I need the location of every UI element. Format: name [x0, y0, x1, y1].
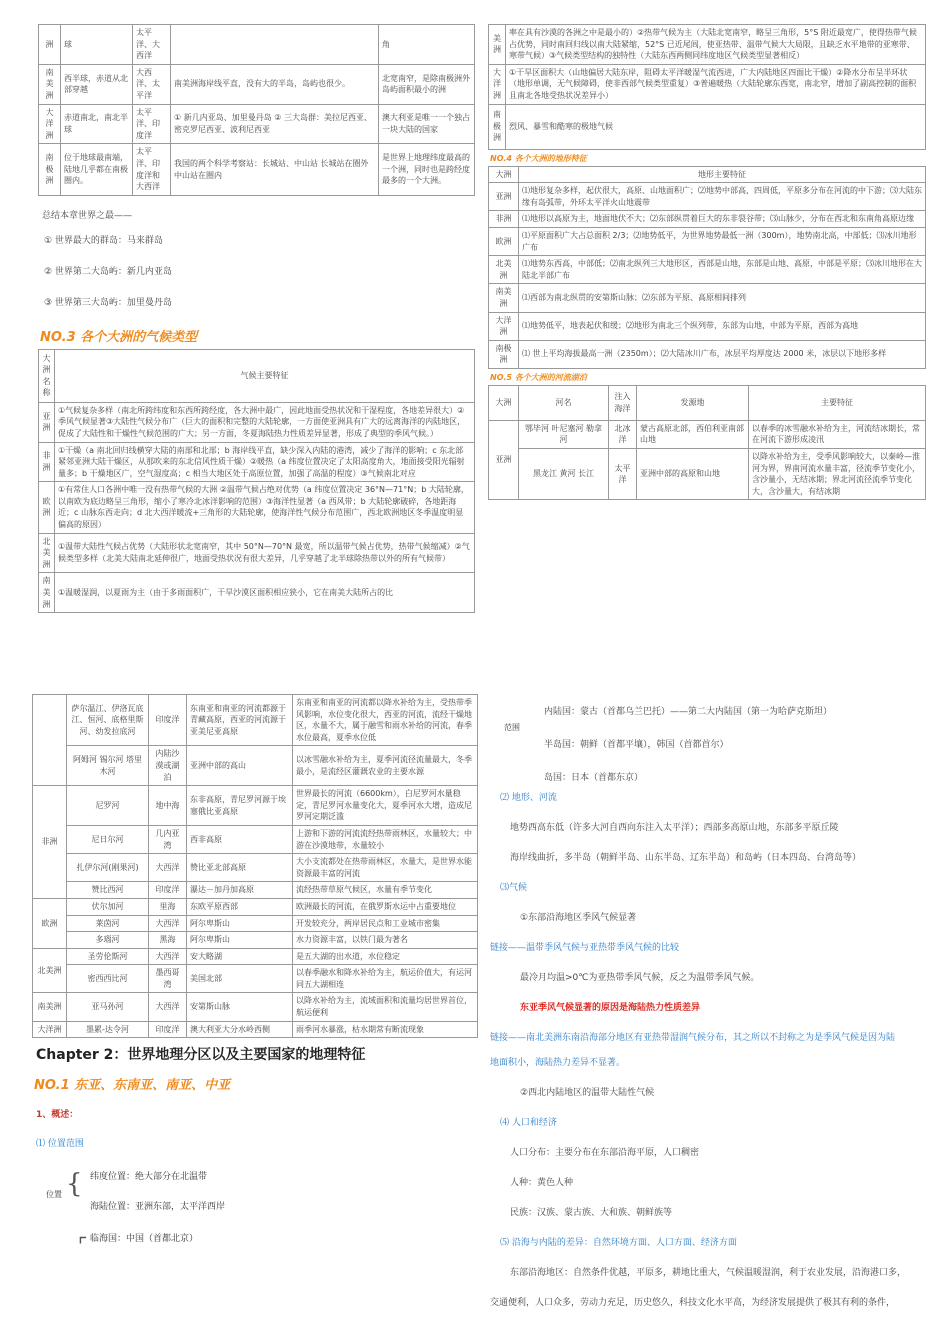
brace-icon: {: [66, 1169, 83, 1200]
table-cell: ①气候复杂多样（南北所跨纬度和东西所跨经度，各大洲中最广，因此地面受热状况和干湿程度，各地差异很大）②季风气候显著③大陆性气候分布广（巨大的面积和完整的大陆轮廓，一方面使亚洲具有广大的远离海洋的内陆地区，促成了大陆性和干燥性气候范围的广大；另一方面，冬夏海陆热力性质差异显著，形成了典型的季风气候。）: [55, 402, 475, 442]
table-row: [489, 449, 926, 500]
table-cell: ⑴地形复杂多样，起伏很大，高原、山地面积广；⑵地势中部高，四周低，平原多分布在河流的中下游；⑶大陆东缘有岛弧带，外环太平洋火山地震带: [519, 183, 926, 211]
table-cell: 北美洲: [489, 256, 519, 284]
table-cell: 大西洋: [149, 948, 187, 965]
terrain-heading: ⑵ 地形、河流: [500, 793, 557, 803]
table-cell: ⑴平原面积广大占总面积 2/3；⑵地势低平，为世界地势最低一洲（300m），地势南北高，中部低；⑶冰川地形广布: [519, 227, 926, 255]
table-row: [39, 533, 475, 573]
table-cell: 澳大利亚大分水岭西侧: [187, 1021, 293, 1038]
population-line-3: 民族：汉族、蒙古族、大和族、朝鲜族等: [510, 1208, 673, 1218]
continent-cell: 亚洲: [489, 420, 519, 500]
table-cell: 太平洋、大西洋: [133, 25, 171, 65]
table-cell: 大洋洲: [489, 312, 519, 340]
link-line-2b: 地面积小，海陆热力差异不显著。: [490, 1058, 626, 1068]
table-cell: 西非高原: [187, 825, 293, 853]
climate-line-1: ①东部沿海地区季风气候显著: [520, 913, 637, 923]
table-row: [33, 993, 478, 1021]
panel-top-right: [488, 24, 926, 584]
table-cell: ⑴地势低平，地表起伏和缓；⑵地形为南北三个纵列带，东部为山地，中部为平原，西部为高地: [519, 312, 926, 340]
table-row: [489, 340, 926, 368]
table-header-row: [489, 166, 926, 183]
table-cell: 世界最长的河流（6600km），白尼罗河水量稳定，青尼罗河水量变化大，夏季河水大增，造成尼罗河定期泛滥: [293, 786, 478, 826]
table-cell: 上游和下游的河流流经热带雨林区，水量较大；中游在沙漠地带，水量较小: [293, 825, 478, 853]
panel-bottom-right: [490, 694, 930, 1324]
table-cell: 南美洲: [489, 284, 519, 312]
table-cell: 南极洲: [489, 340, 519, 368]
table-cell: 以降水补给为主，流域面积和流量均居世界首位，航运便利: [293, 993, 478, 1021]
table-cell: 是世界上地理纬度最高的一个洲，同时也是跨经度最多的一个大洲。: [379, 144, 475, 195]
table-row: [33, 786, 478, 826]
table-cell: 烈风、暴雪和酷寒的极地气候: [506, 104, 926, 149]
climate-table-continued: [488, 24, 926, 150]
panel-top-left: [38, 24, 475, 654]
table-cell: [171, 25, 379, 65]
column-header: 大洲: [489, 166, 519, 183]
table-cell: 亚洲中部的高山: [187, 746, 293, 786]
table-cell: 北宽南窄，是除南极洲外岛屿面积最小的洲: [379, 64, 475, 104]
summary-list: [38, 233, 475, 308]
table-row: [489, 183, 926, 211]
table-cell: 角: [379, 25, 475, 65]
table-cell: 亚洲: [39, 402, 55, 442]
table-cell: 东南亚和南亚的河流都以降水补给为主，受热带季风影响，水位变化很大，西亚的河流，流经干燥地区，水量不大，属于融雪和雨水补给的河流，春季水位最高，夏季水位低: [293, 695, 478, 746]
table-cell: 里海: [149, 898, 187, 915]
river-table-continued: [32, 694, 478, 1038]
table-cell: 欧洲: [39, 482, 55, 533]
table-row: [33, 932, 478, 949]
table-cell: 以春季融水和降水补给为主，航运价值大，有运河同五大湖相连: [293, 965, 478, 993]
climate-line-2: ②西北内陆地区的温带大陆性气候: [520, 1088, 655, 1098]
table-cell: 大洋洲: [39, 104, 61, 144]
table-cell: 尼日尔河: [67, 825, 149, 853]
advantage-line-1: 东部沿海地区：自然条件优越，平原多，耕地比重大，气候温暖湿润，利于农业发展，沿海港口多，: [510, 1268, 907, 1278]
column-header: 注入海洋: [609, 385, 637, 420]
column-header: 大洲: [489, 385, 519, 420]
column-header: 河名: [519, 385, 609, 420]
continent-cell: 大洋洲: [33, 1021, 67, 1038]
sea-land-position: 海陆位置：亚洲东部，太平洋西岸: [90, 1202, 226, 1213]
panel-bottom-left: [32, 694, 478, 1324]
table-row: [33, 695, 478, 746]
table-cell: 亚洲中部的高原和山地: [637, 449, 749, 500]
table-cell: 我国的两个科学考察站：长城站、中山站 长城站在圈外 中山站在圈内: [171, 144, 379, 195]
table-row: [39, 442, 475, 482]
table-cell: ① 新几内亚岛、加里曼丹岛 ② 三大岛群：美拉尼西亚、密克罗尼西亚、波利尼西亚: [171, 104, 379, 144]
table-cell: 太平洋、印度洋和大西洋: [133, 144, 171, 195]
table-cell: 赞比亚北部高原: [187, 854, 293, 882]
table-header-row: [39, 349, 475, 402]
table-cell: 以降水补给为主，受季风影响较大，以秦岭—淮河为界，界南河流水量丰富，径流季节变化小，含沙量小，无结冰期；界北河流径流季节变化大，含沙量大，有结冰期: [749, 449, 926, 500]
table-cell: 墨累-达令河: [67, 1021, 149, 1038]
column-header: 地形主要特征: [519, 166, 926, 183]
table-row: [489, 256, 926, 284]
range-line: 岛国：日本（首都东京）: [544, 773, 644, 783]
table-cell: 以冰雪融水补给为主，夏季河流径流量最大，冬季最小，是流经区灌溉农业的主要水源: [293, 746, 478, 786]
table-cell: 伏尔加河: [67, 898, 149, 915]
continent-location-table: [38, 24, 475, 196]
section-heading-rivers: NO.5 各个大洲的河流湖泊: [490, 372, 587, 382]
table-row: [39, 144, 475, 195]
table-cell: ⑴地形以高原为主，地面地伏不大；⑵东部纵贯着巨大的东非裂谷带；⑶山脉少，分布在西北和东南角高原边缘: [519, 211, 926, 228]
table-cell: ⑴ 世上平均海拔最高一洲（2350m）；⑵大陆冰川广布，冰层平均厚度达 2000 米，冰层以下地形多样: [519, 340, 926, 368]
table-row: [39, 573, 475, 613]
table-cell: 印度洋: [149, 695, 187, 746]
column-header: 气候主要特征: [55, 349, 475, 402]
table-cell: 澳大利亚是唯一一个独占一块大陆的国家: [379, 104, 475, 144]
terrain-line-1: 地势西高东低（许多大河自西向东注入太平洋）；西部多高原山地，东部多平原丘陵: [510, 823, 839, 833]
table-header-row: [489, 385, 926, 420]
table-cell: ①有常住人口各洲中唯一没有热带气候的大洲 ②温带气候占绝对优势（a 纬度位置决定 36°N—71°N；b 大陆轮廓，以南欧为底边略呈三角形，缩小了寒冷北冰洋影响的范围）③海洋性显著（a 西风带；b 大陆轮廓破碎，各地距海近；c 山脉东西走向；d 北大西洋暖流+三角形的大陆轮廓，使海洋性气候分布范围广，西北欧洲地区冬季温度明显偏高的原因）: [55, 482, 475, 533]
link-line-1: 链接——温带季风气候与亚热带季风气候的比较: [490, 943, 680, 953]
table-cell: 是五大湖的出水道，水位稳定: [293, 948, 478, 965]
table-row: [33, 1021, 478, 1038]
table-cell: 阿姆河 锡尔河 塔里木河: [67, 746, 149, 786]
table-cell: 大西洋: [149, 993, 187, 1021]
table-cell: 印度洋: [149, 1021, 187, 1038]
table-cell: 北美洲: [39, 533, 55, 573]
table-cell: 太平洋: [609, 449, 637, 500]
table-cell: 水力资源丰富，以铁门最为著名: [293, 932, 478, 949]
table-cell: 萨尔温江、伊洛瓦底江、恒河、底格里斯河、幼发拉底河: [67, 695, 149, 746]
link-line-2a: 链接——南北美洲东南沿海部分地区有亚热带湿润气候分布，其之所以不封称之为是季风气候是因为陆: [490, 1033, 896, 1043]
table-cell: ①温带大陆性气候占优势（大陆形状北宽南窄，其中 50°N—70°N 最宽，所以温带气候占优势，热带气候缩减）②气候类型多样（北美大陆南北延伸很广，地面受热状况有很大差异，几乎穿越了北半球除热带以外的所有气候带）: [55, 533, 475, 573]
china-line: 临海国：中国（首都北京）: [90, 1234, 199, 1245]
table-cell: 大西洋、太平洋: [133, 64, 171, 104]
table-cell: 黑龙江 黄河 长江: [519, 449, 609, 500]
table-cell: 以春季的冰雪融水补给为主，河流结冰期长，常在河流下游形成凌汛: [749, 420, 926, 448]
table-row: [33, 898, 478, 915]
population-line-1: 人口分布：主要分布在东部沿海平原，人口稠密: [510, 1148, 700, 1158]
section-heading-terrain: NO.4 各个大洲的地形特征: [490, 153, 587, 163]
table-cell: 位于地球最南端，陆地几乎都在南极圈内。: [61, 144, 133, 195]
table-cell: 阿尔卑斯山: [187, 932, 293, 949]
table-row: [33, 915, 478, 932]
table-cell: 太平洋、印度洋: [133, 104, 171, 144]
table-row: [39, 482, 475, 533]
table-row: [39, 402, 475, 442]
table-cell: 密西西比河: [67, 965, 149, 993]
continent-cell: 北美洲: [33, 948, 67, 993]
summary-title: 总结本章世界之最——: [42, 210, 133, 221]
table-cell: 黑海: [149, 932, 187, 949]
table-cell: 南极洲: [489, 104, 506, 149]
table-cell: 欧洲: [489, 227, 519, 255]
table-cell: 赞比西河: [67, 882, 149, 899]
table-cell: 亚洲: [489, 183, 519, 211]
table-row: [39, 25, 475, 65]
climate-table: [38, 349, 475, 614]
table-cell: 非洲: [489, 211, 519, 228]
table-row: [489, 64, 926, 104]
table-cell: ⑴地势东西高，中部低；⑵南北纵列三大地形区，西部是山地，东部是山地、高原，中部是平原；⑶冰川地形在大陆北半部广布: [519, 256, 926, 284]
table-cell: 地中海: [149, 786, 187, 826]
climate-heading: ⑶气候: [500, 883, 528, 893]
table-cell: 莱茵河: [67, 915, 149, 932]
table-cell: 大西洋: [149, 915, 187, 932]
table-cell: 几内亚湾: [149, 825, 187, 853]
table-cell: 南美洲海岸线平直，没有大的半岛，岛屿也很少。: [171, 64, 379, 104]
table-cell: 大小支流都处在热带雨林区，水量大，是世界水能资源最丰富的河流: [293, 854, 478, 882]
range-block: [490, 704, 930, 790]
difference-heading: ⑸ 沿海与内陆的差异：自然环境方面、人口方面、经济方面: [500, 1238, 737, 1248]
table-cell: 瀑达－加丹加高原: [187, 882, 293, 899]
population-heading: ⑷ 人口和经济: [500, 1118, 557, 1128]
monsoon-reason: 东亚季风气候显著的原因是海陆热力性质差异: [520, 1003, 701, 1013]
table-cell: 开发较充分，两岸居民点和工业城市密集: [293, 915, 478, 932]
range-line: 半岛国：朝鲜（首都平壤），韩国（首都首尔）: [544, 740, 729, 750]
table-cell: ①温暖湿润，以夏雨为主（由于多雨面积广，干旱沙漠区面积相应狭小，它在南美大陆所占的比: [55, 573, 475, 613]
advantage-line-2: 交通便利，人口众多，劳动力充足，历史悠久，科技文化水平高，为经济发展提供了极其有利的条件，: [490, 1298, 896, 1308]
table-cell: 鄂毕河 叶尼塞河 勒拿河: [519, 420, 609, 448]
summary-item: ② 世界第二大岛屿：新几内亚岛: [44, 266, 172, 277]
table-row: [33, 746, 478, 786]
table-row: [33, 965, 478, 993]
table-cell: 墨西哥湾: [149, 965, 187, 993]
terrain-line-2: 海岸线曲折，多半岛（朝鲜半岛、山东半岛、辽东半岛）和岛屿（日本四岛、台湾岛等）: [510, 853, 862, 863]
china-block: [32, 1229, 478, 1269]
table-row: [489, 211, 926, 228]
summary-item: ③ 世界第三大岛屿：加里曼丹岛: [44, 297, 172, 308]
continent-cell: 欧洲: [33, 898, 67, 948]
table-cell: 内陆沙漠或湖泊: [149, 746, 187, 786]
range-line: 内陆国：蒙古（首都乌兰巴托）——第二大内陆国（第一为哈萨克斯坦）: [544, 707, 833, 717]
table-cell: 东欧平原西部: [187, 898, 293, 915]
table-cell: 安第斯山脉: [187, 993, 293, 1021]
table-cell: 美洲: [489, 25, 506, 65]
table-cell: 流经热带草原气候区，水量有季节变化: [293, 882, 478, 899]
table-cell: 扎伊尔河(刚果河): [67, 854, 149, 882]
table-row: [489, 420, 926, 448]
range-label: 范围: [504, 723, 520, 732]
table-row: [489, 284, 926, 312]
table-cell: 南美洲: [39, 64, 61, 104]
section-heading-climate: NO.3 各个大洲的气候类型: [40, 329, 198, 345]
table-cell: 圣劳伦斯河: [67, 948, 149, 965]
continent-cell: [33, 695, 67, 786]
table-row: [489, 104, 926, 149]
table-cell: ①干燥（a 南北回归线横穿大陆的南部和北部；b 海岸线平直，缺少深入内陆的港湾，减少了海洋的影响；c 东北部紧邻亚洲大陆干燥区，从那吹来的东北信风性质干燥）②暖热（a 纬度位置决定了太阳高度角大，地面接受阳光辐射量多；b 干燥地区广，空气湿度高；c 相当大地区处于高原位置，加强了高温的程度）③气候南北对应: [55, 442, 475, 482]
continent-cell: 非洲: [33, 786, 67, 899]
table-row: [33, 854, 478, 882]
table-cell: 东南亚和南亚的河流都源于青藏高原，西亚的河流源于亚美尼亚高原: [187, 695, 293, 746]
continent-cell: 南美洲: [33, 993, 67, 1021]
chapter-title: Chapter 2：世界地理分区以及主要国家的地理特征: [36, 1047, 366, 1064]
table-cell: 美国北部: [187, 965, 293, 993]
table-cell: ①干旱区面积大（山地偏居大陆东岸，阻碍太平洋暖湿气流西进，广大内陆地区四面比干燥）②降水分布呈半环状（地形单调，无气候障碍，使非西部气候类型重复）③普遍暖热（大陆轮廓东西宽，南北窄，增加了副高控制的面积且南北各地受热状况差异小）: [506, 64, 926, 104]
table-cell: 东非高原，青尼罗河源于埃塞俄比亚高原: [187, 786, 293, 826]
table-cell: 印度洋: [149, 882, 187, 899]
section-heading-east-asia: NO.1 东亚、东南亚、南亚、中亚: [34, 1078, 231, 1094]
table-cell: 雨季河水暴涨，枯水期常有断流现象: [293, 1021, 478, 1038]
table-row: [33, 825, 478, 853]
latitude-position: 纬度位置：绝大部分在北温带: [90, 1172, 208, 1183]
table-cell: 赤道南北，南北半球: [61, 104, 133, 144]
column-header: 大洲名称: [39, 349, 55, 402]
table-cell: 多瑙河: [67, 932, 149, 949]
column-header: 主要特征: [749, 385, 926, 420]
table-cell: 阿尔卑斯山: [187, 915, 293, 932]
terrain-table: [488, 166, 926, 369]
table-row: [489, 312, 926, 340]
table-row: [489, 227, 926, 255]
position-label: 位置: [46, 1190, 62, 1200]
table-cell: 亚马孙河: [67, 993, 149, 1021]
table-cell: 大西洋: [149, 854, 187, 882]
table-row: [33, 948, 478, 965]
position-range-label: ⑴ 位置范围: [36, 1139, 84, 1150]
table-cell: 南极洲: [39, 144, 61, 195]
table-cell: 蒙古高原北部，西伯利亚南部山地: [637, 420, 749, 448]
table-cell: 球: [61, 25, 133, 65]
table-cell: 洲: [39, 25, 61, 65]
table-cell: 安大略湖: [187, 948, 293, 965]
river-table: [488, 385, 926, 501]
table-row: [489, 25, 926, 65]
population-line-2: 人种：黄色人种: [510, 1178, 574, 1188]
table-row: [39, 64, 475, 104]
table-cell: 北冰洋: [609, 420, 637, 448]
position-brace-block: [32, 1165, 478, 1229]
table-cell: 西半球，赤道从北部穿越: [61, 64, 133, 104]
brace-icon: ⌜: [78, 1233, 88, 1258]
column-header: 发源地: [637, 385, 749, 420]
comparison-line: 最冷月均温>0℃为亚热带季风气候，反之为温带季风气候。: [520, 973, 760, 983]
table-row: [33, 882, 478, 899]
overview-label: 1、概述：: [36, 1110, 79, 1121]
table-cell: 非洲: [39, 442, 55, 482]
table-cell: 南美洲: [39, 573, 55, 613]
table-cell: ⑴西部为南北纵贯的安第斯山脉；⑵东部为平原、高原相间排列: [519, 284, 926, 312]
table-cell: 率在具有沙漠的各洲之中是最小的）②热带气候为主（大陆北宽南窄，略呈三角形，5°S 附近最宽广，使得热带气候占优势，同时南回归线以南大陆紧缩，52°S 已近尾闾，使亚热带、温带气候大大局限，且缺乏水平地带的亚寒带、寒带气候）③气候类型结构的独特性（大陆东西两侧同纬度地区气候类型显著相反）: [506, 25, 926, 65]
table-cell: 尼罗河: [67, 786, 149, 826]
table-row: [39, 104, 475, 144]
table-cell: 大洋洲: [489, 64, 506, 104]
summary-item: ① 世界最大的群岛：马来群岛: [44, 235, 163, 246]
table-cell: 欧洲最长的河流，在俄罗斯水运中占重要地位: [293, 898, 478, 915]
